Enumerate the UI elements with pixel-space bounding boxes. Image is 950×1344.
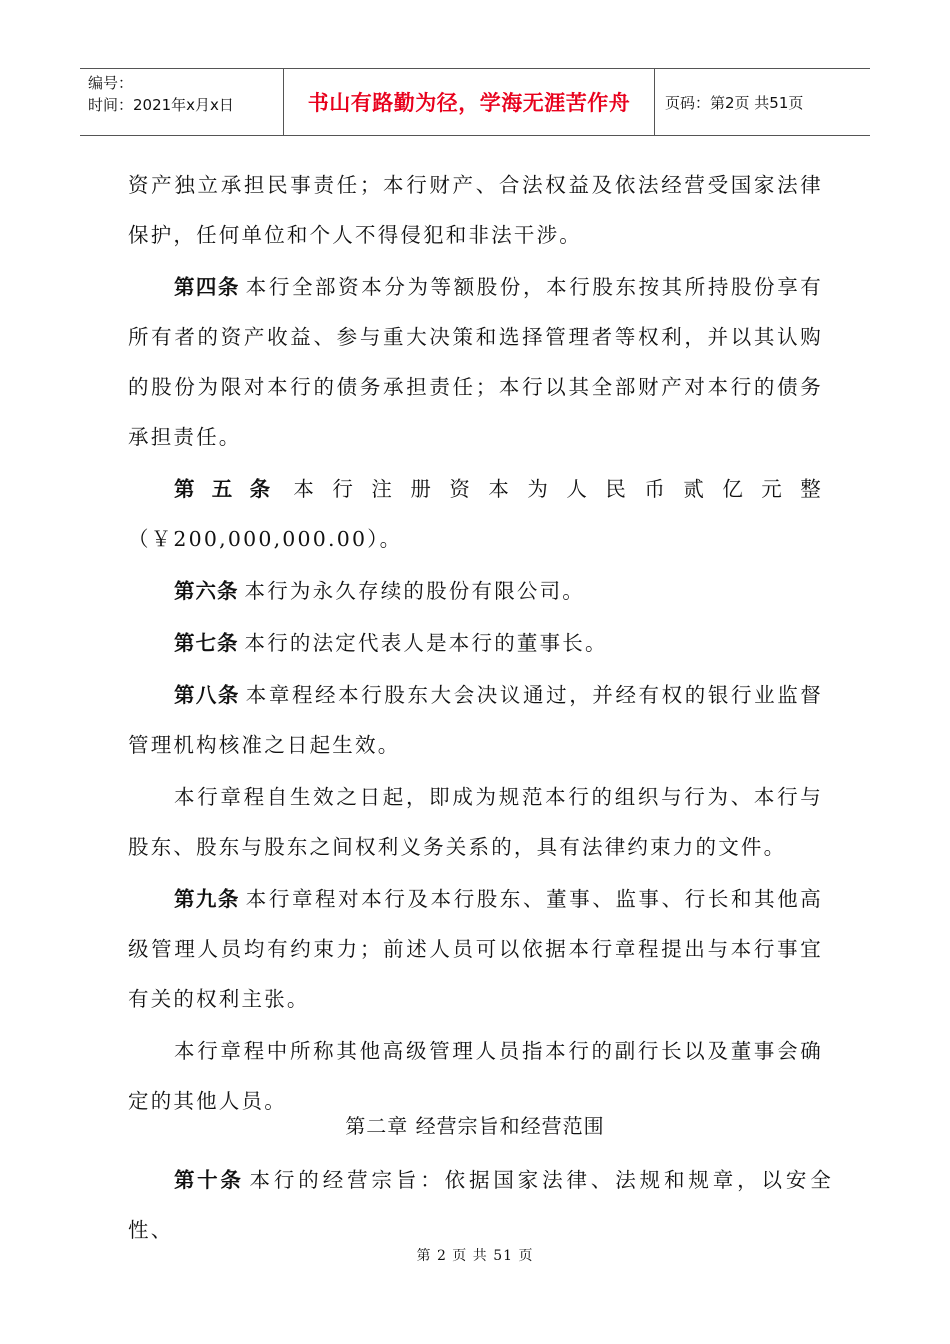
article-text: 本行章程对本行及本行股东、董事、监事、行长和其他高级管理人员均有约束力；前述人员可以依据本行章程提出与本行事宜有关的权利主张。 bbox=[128, 887, 824, 1011]
article-text: 本章程经本行股东大会决议通过，并经有权的银行业监督管理机构核准之日起生效。 bbox=[128, 683, 824, 757]
article-text: 本行为永久存续的股份有限公司。 bbox=[244, 579, 585, 603]
article-label: 第十条 bbox=[174, 1168, 244, 1192]
article-6 bbox=[128, 566, 823, 616]
doc-time-label: 时间：2021年x月x日 bbox=[88, 96, 234, 114]
header-meta bbox=[80, 69, 283, 135]
article-label: 第九条 bbox=[174, 887, 240, 911]
document-body bbox=[128, 160, 823, 1128]
article-label: 第四条 bbox=[174, 275, 240, 299]
page-footer: 第 2 页 共 51 页 bbox=[416, 1248, 534, 1264]
article-10 bbox=[128, 1155, 833, 1255]
doc-number-label: 编号： bbox=[88, 74, 134, 92]
article-9-paragraph-2: 本行章程中所称其他高级管理人员指本行的副行长以及董事会确定的其他人员。 bbox=[128, 1039, 823, 1113]
paragraph-continued: 资产独立承担民事责任；本行财产、合法权益及依法经营受国家法律保护，任何单位和个人不得侵犯和非法干涉。 bbox=[128, 173, 823, 247]
article-text: 本行注册资本为人民币贰亿元整（￥200,000,000.00）。 bbox=[128, 477, 823, 551]
article-text: 本行的经营宗旨：依据国家法律、法规和规章，以安全性、 bbox=[128, 1168, 833, 1242]
article-8-paragraph-2: 本行章程自生效之日起，即成为规范本行的组织与行为、本行与股东、股东与股东之间权利义务关系的，具有法律约束力的文件。 bbox=[128, 785, 823, 859]
article-text: 本行全部资本分为等额股份，本行股东按其所持股份享有所有者的资产收益、参与重大决策和选择管理者等权利，并以其认购的股份为限对本行的债务承担责任；本行以其全部财产对本行的债务承担责任。 bbox=[128, 275, 824, 449]
chapter-heading: 第二章 经营宗旨和经营范围 bbox=[345, 1114, 605, 1138]
article-9 bbox=[128, 874, 823, 1024]
article-label: 第八条 bbox=[174, 683, 240, 707]
article-10-container bbox=[128, 1155, 833, 1257]
article-label: 第五条 bbox=[174, 477, 288, 501]
article-4 bbox=[128, 262, 823, 462]
header-page-info: 页码：第2页 共51页 bbox=[665, 93, 804, 112]
article-8 bbox=[128, 670, 823, 770]
article-5 bbox=[128, 464, 823, 564]
article-label: 第七条 bbox=[174, 631, 239, 655]
header-motto: 书山有路勤为径，学海无涯苦作舟 bbox=[283, 69, 655, 135]
article-7 bbox=[128, 618, 823, 668]
article-label: 第六条 bbox=[174, 579, 239, 603]
page-header bbox=[80, 68, 870, 136]
article-text: 本行的法定代表人是本行的董事长。 bbox=[244, 631, 608, 655]
